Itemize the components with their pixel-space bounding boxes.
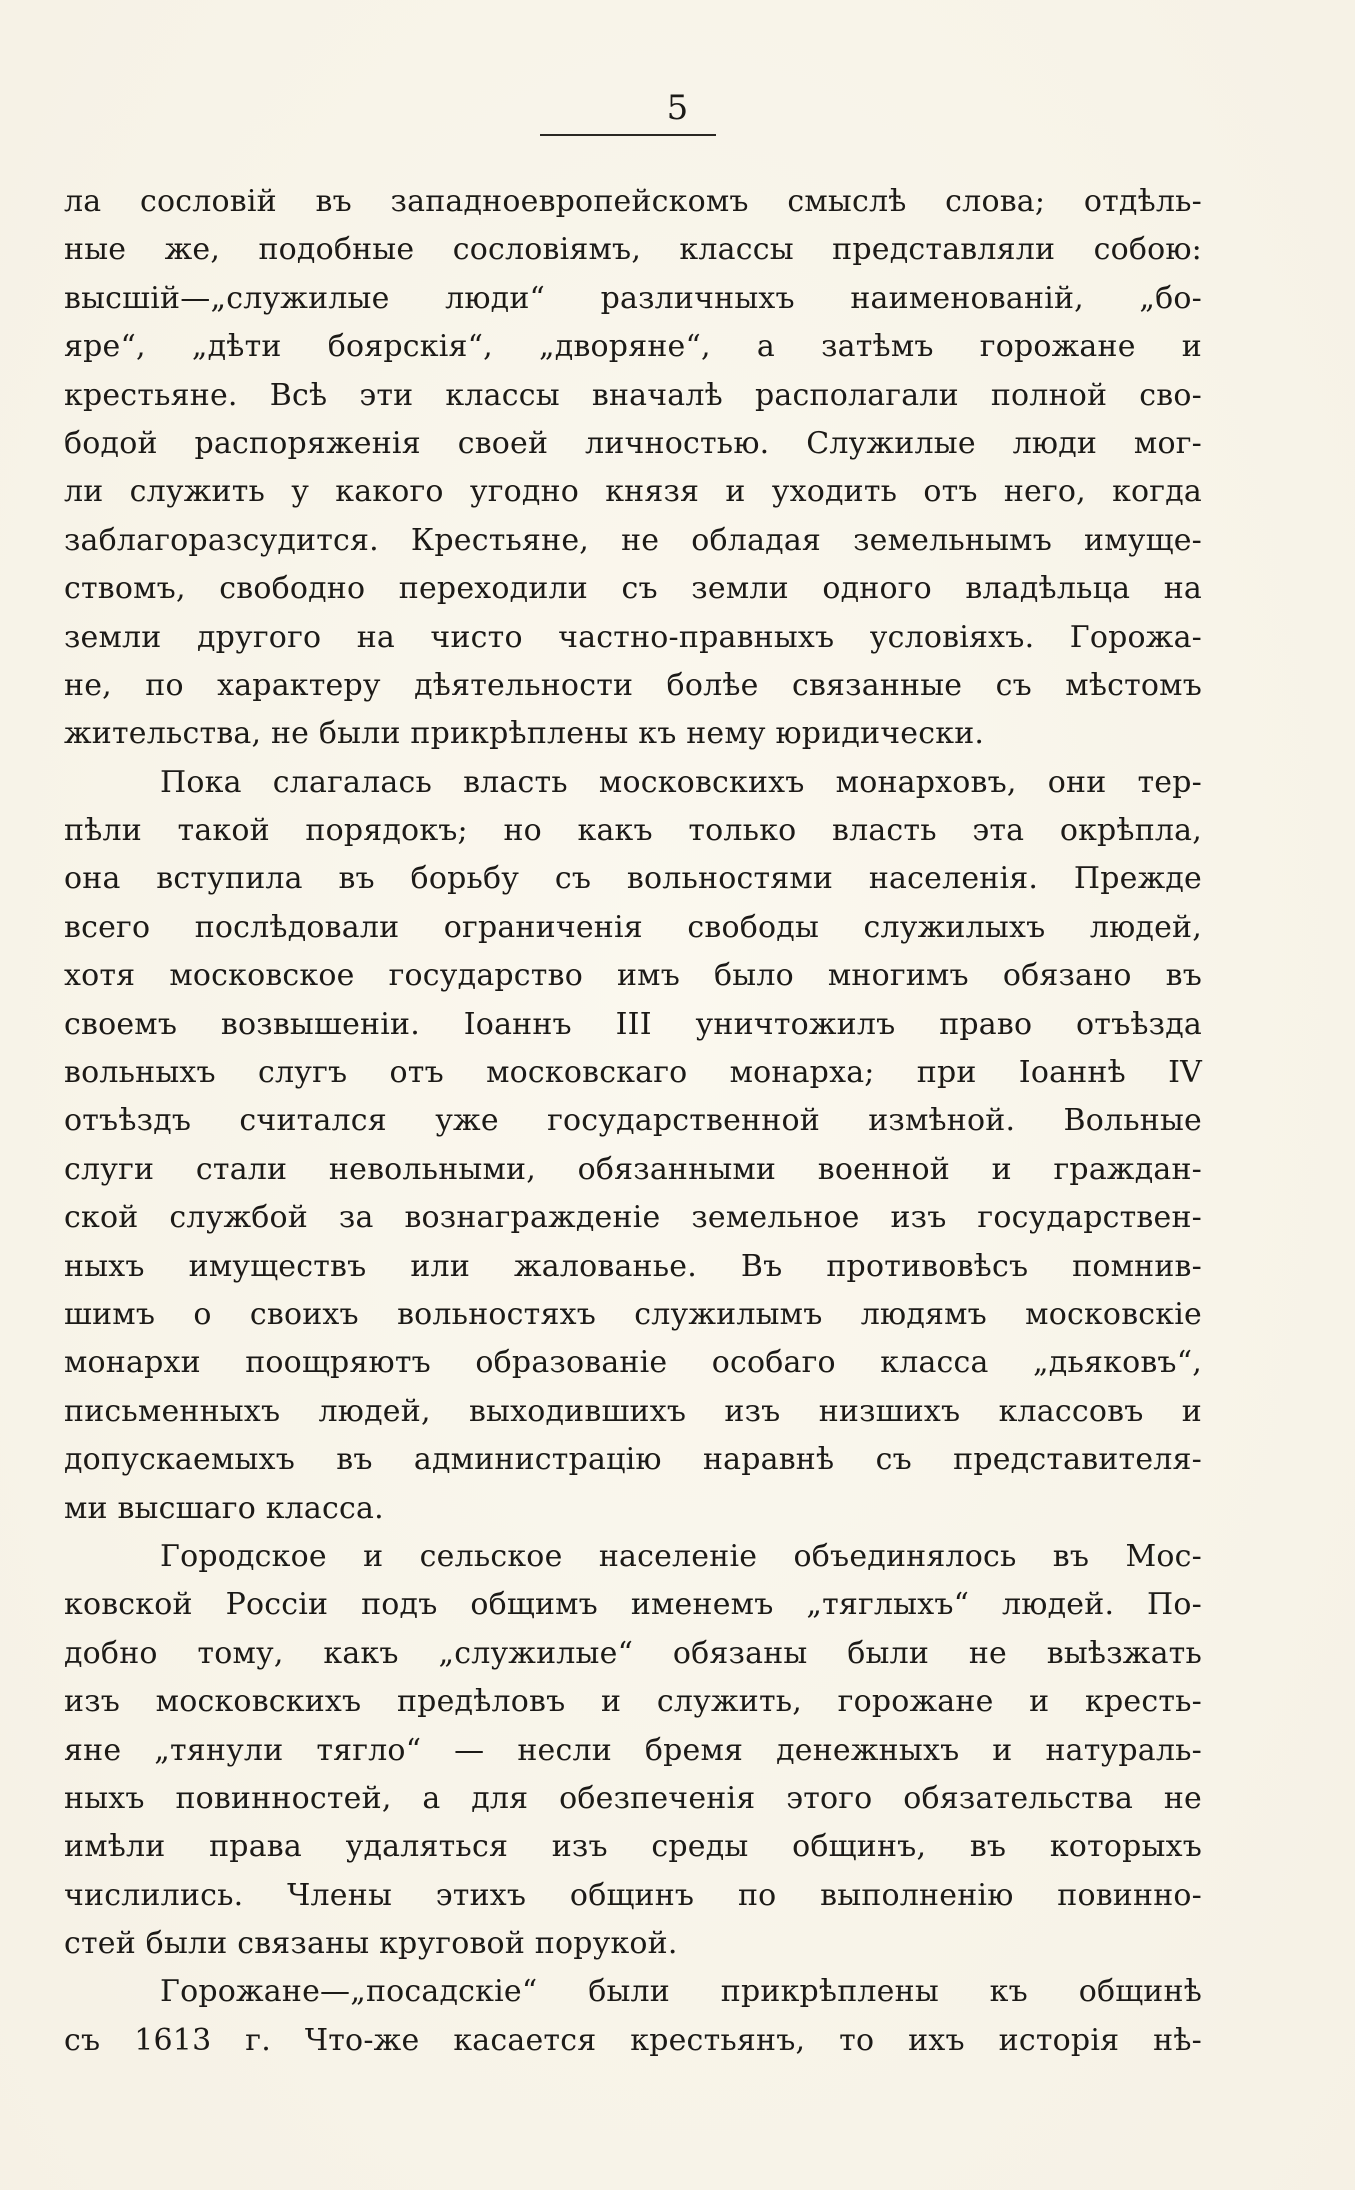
- text-line: ской службой за вознагражденіе земельное изъ государствен-: [64, 1200, 1202, 1236]
- text-line: ные же, подобные сословіямъ, классы представляли собою:: [64, 232, 1202, 268]
- text-line: бодой распоряженія своей личностью. Служилые люди мог-: [64, 425, 1202, 461]
- text-line: монархи поощряютъ образованіе особаго класса „дьяковъ“,: [64, 1345, 1202, 1381]
- text-line: ствомъ, свободно переходили съ земли одного владѣльца на: [64, 571, 1202, 607]
- text-line: изъ московскихъ предѣловъ и служить, горожане и кресть-: [64, 1684, 1202, 1720]
- text-line: Пока слагалась власть московскихъ монарховъ, они тер-: [160, 764, 1202, 800]
- text-line: не, по характеру дѣятельности болѣе связанные съ мѣстомъ: [64, 667, 1202, 703]
- page-number: 5: [666, 88, 689, 128]
- paragraph: [64, 178, 1202, 759]
- text-line: Горожане—„посадскіе“ были прикрѣплены къ общинѣ: [160, 1974, 1202, 2010]
- text-line: ковской Россіи подъ общимъ именемъ „тяглыхъ“ людей. По-: [64, 1587, 1202, 1623]
- body-text: [64, 178, 1202, 2065]
- text-line: шимъ о своихъ вольностяхъ служилымъ людямъ московскіе: [64, 1296, 1202, 1332]
- text-line: своемъ возвышеніи. Іоаннъ III уничтожилъ право отъѣзда: [64, 1006, 1202, 1042]
- header-rule: [540, 134, 716, 136]
- text-line: отъѣздъ считался уже государственной измѣной. Вольные: [64, 1103, 1202, 1139]
- paragraph: [64, 1533, 1202, 1969]
- text-line: ли служить у какого угодно князя и уходить отъ него, когда: [64, 474, 1202, 510]
- text-line: добно тому, какъ „служилые“ обязаны были не выѣзжать: [64, 1635, 1202, 1671]
- text-line: съ 1613 г. Что-же касается крестьянъ, то ихъ исторія нѣ-: [64, 2022, 1202, 2058]
- text-line: ми высшаго класса.: [64, 1490, 384, 1526]
- text-line: пѣли такой порядокъ; но какъ только власть эта окрѣпла,: [64, 813, 1202, 849]
- text-line: имѣли права удаляться изъ среды общинъ, въ которыхъ: [64, 1829, 1202, 1865]
- text-line: ла сословій въ западноевропейскомъ смыслѣ слова; отдѣль-: [64, 184, 1202, 219]
- text-line: допускаемыхъ въ администрацію наравнѣ съ представителя-: [64, 1442, 1202, 1478]
- text-line: заблагоразсудится. Крестьяне, не обладая земельнымъ имуще-: [64, 522, 1202, 558]
- text-line: крестьяне. Всѣ эти классы вначалѣ располагали полной сво-: [64, 377, 1202, 413]
- text-line: вольныхъ слугъ отъ московскаго монарха; при Іоаннѣ IV: [64, 1055, 1202, 1091]
- paragraph: [64, 1968, 1202, 2065]
- text-line: земли другого на чисто частно-правныхъ условіяхъ. Горожа-: [64, 619, 1202, 655]
- text-line: стей были связаны круговой порукой.: [64, 1926, 678, 1962]
- text-line: она вступила въ борьбу съ вольностями населенія. Прежде: [64, 861, 1202, 897]
- text-line: хотя московское государство имъ было многимъ обязано въ: [64, 958, 1202, 994]
- text-line: ныхъ имуществъ или жалованье. Въ противовѣсъ помнив-: [64, 1248, 1202, 1284]
- text-line: высшій—„служилые люди“ различныхъ наименованій, „бо-: [64, 280, 1202, 316]
- text-line: яне „тянули тягло“ — несли бремя денежныхъ и натураль-: [64, 1732, 1202, 1768]
- text-line: слуги стали невольными, обязанными военной и граждан-: [64, 1151, 1202, 1187]
- text-line: Городское и сельское населеніе объединялось въ Мос-: [160, 1538, 1202, 1574]
- text-line: яре“, „дѣти боярскія“, „дворяне“, а затѣмъ горожане и: [64, 329, 1202, 365]
- text-line: ныхъ повинностей, а для обезпеченія этого обязательства не: [64, 1780, 1202, 1816]
- text-line: числились. Члены этихъ общинъ по выполненію повинно-: [64, 1877, 1202, 1913]
- text-line: всего послѣдовали ограниченія свободы служилыхъ людей,: [64, 909, 1202, 945]
- text-line: жительства, не были прикрѣплены къ нему юридически.: [64, 716, 985, 752]
- text-line: письменныхъ людей, выходившихъ изъ низшихъ классовъ и: [64, 1393, 1202, 1429]
- paragraph: [64, 759, 1202, 1533]
